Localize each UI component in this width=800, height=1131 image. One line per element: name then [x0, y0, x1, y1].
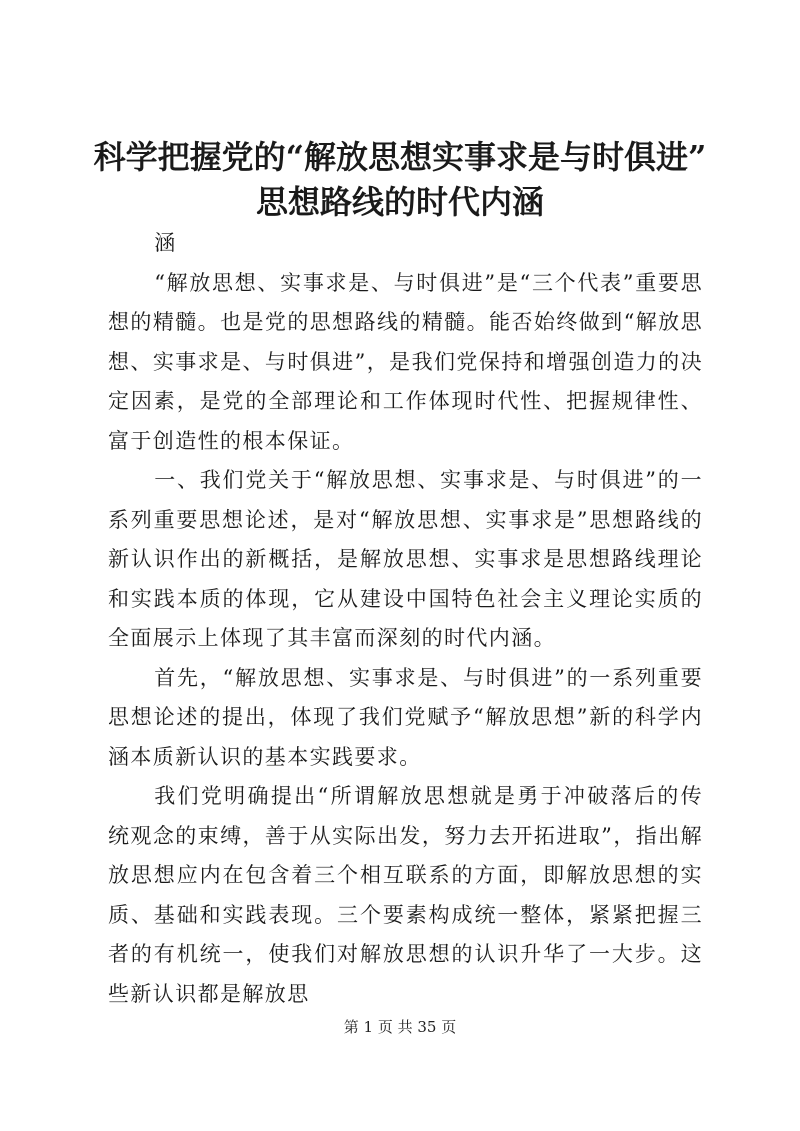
- page-number-footer: 第 1 页 共 35 页: [343, 1018, 457, 1036]
- paragraph: 涵: [154, 231, 177, 255]
- paragraph: 我们党明确提出“所谓解放思想就是勇于冲破落后的传统观念的束缚，善于从实际出发，努力去开拓进取”，指出解放思想应内在包含着三个相互联系的方面，即解放思想的实质、基础和实践表现。三个要素构成统一整体，紧紧把握三者的有机统一，使我们对解放思想的认识升华了一大步。这些新认识都是解放思: [108, 784, 703, 1006]
- document-body: [108, 224, 703, 1014]
- paragraph: “解放思想、实事求是、与时俱进”是“三个代表”重要思想的精髓。也是党的思想路线的精髓。能否始终做到“解放思想、实事求是、与时俱进”，是我们党保持和增强创造力的决定因素，是党的全部理论和工作体现时代性、把握规律性、富于创造性的根本保证。: [108, 270, 703, 453]
- paragraph: 一、我们党关于“解放思想、实事求是、与时俱进”的一系列重要思想论述，是对“解放思想、实事求是”思想路线的新认识作出的新概括，是解放思想、实事求是思想路线理论和实践本质的体现，它从建设中国特色社会主义理论实质的全面展示上体现了其丰富而深刻的时代内涵。: [108, 468, 703, 650]
- document-title-line-1: 科学把握党的“解放思想实事求是与时俱进”: [93, 138, 707, 176]
- paragraph: 首先，“解放思想、实事求是、与时俱进”的一系列重要思想论述的提出，体现了我们党赋予“解放思想”新的科学内涵本质新认识的基本实践要求。: [108, 665, 703, 769]
- document-title-line-2: 思想路线的时代内涵: [255, 183, 544, 221]
